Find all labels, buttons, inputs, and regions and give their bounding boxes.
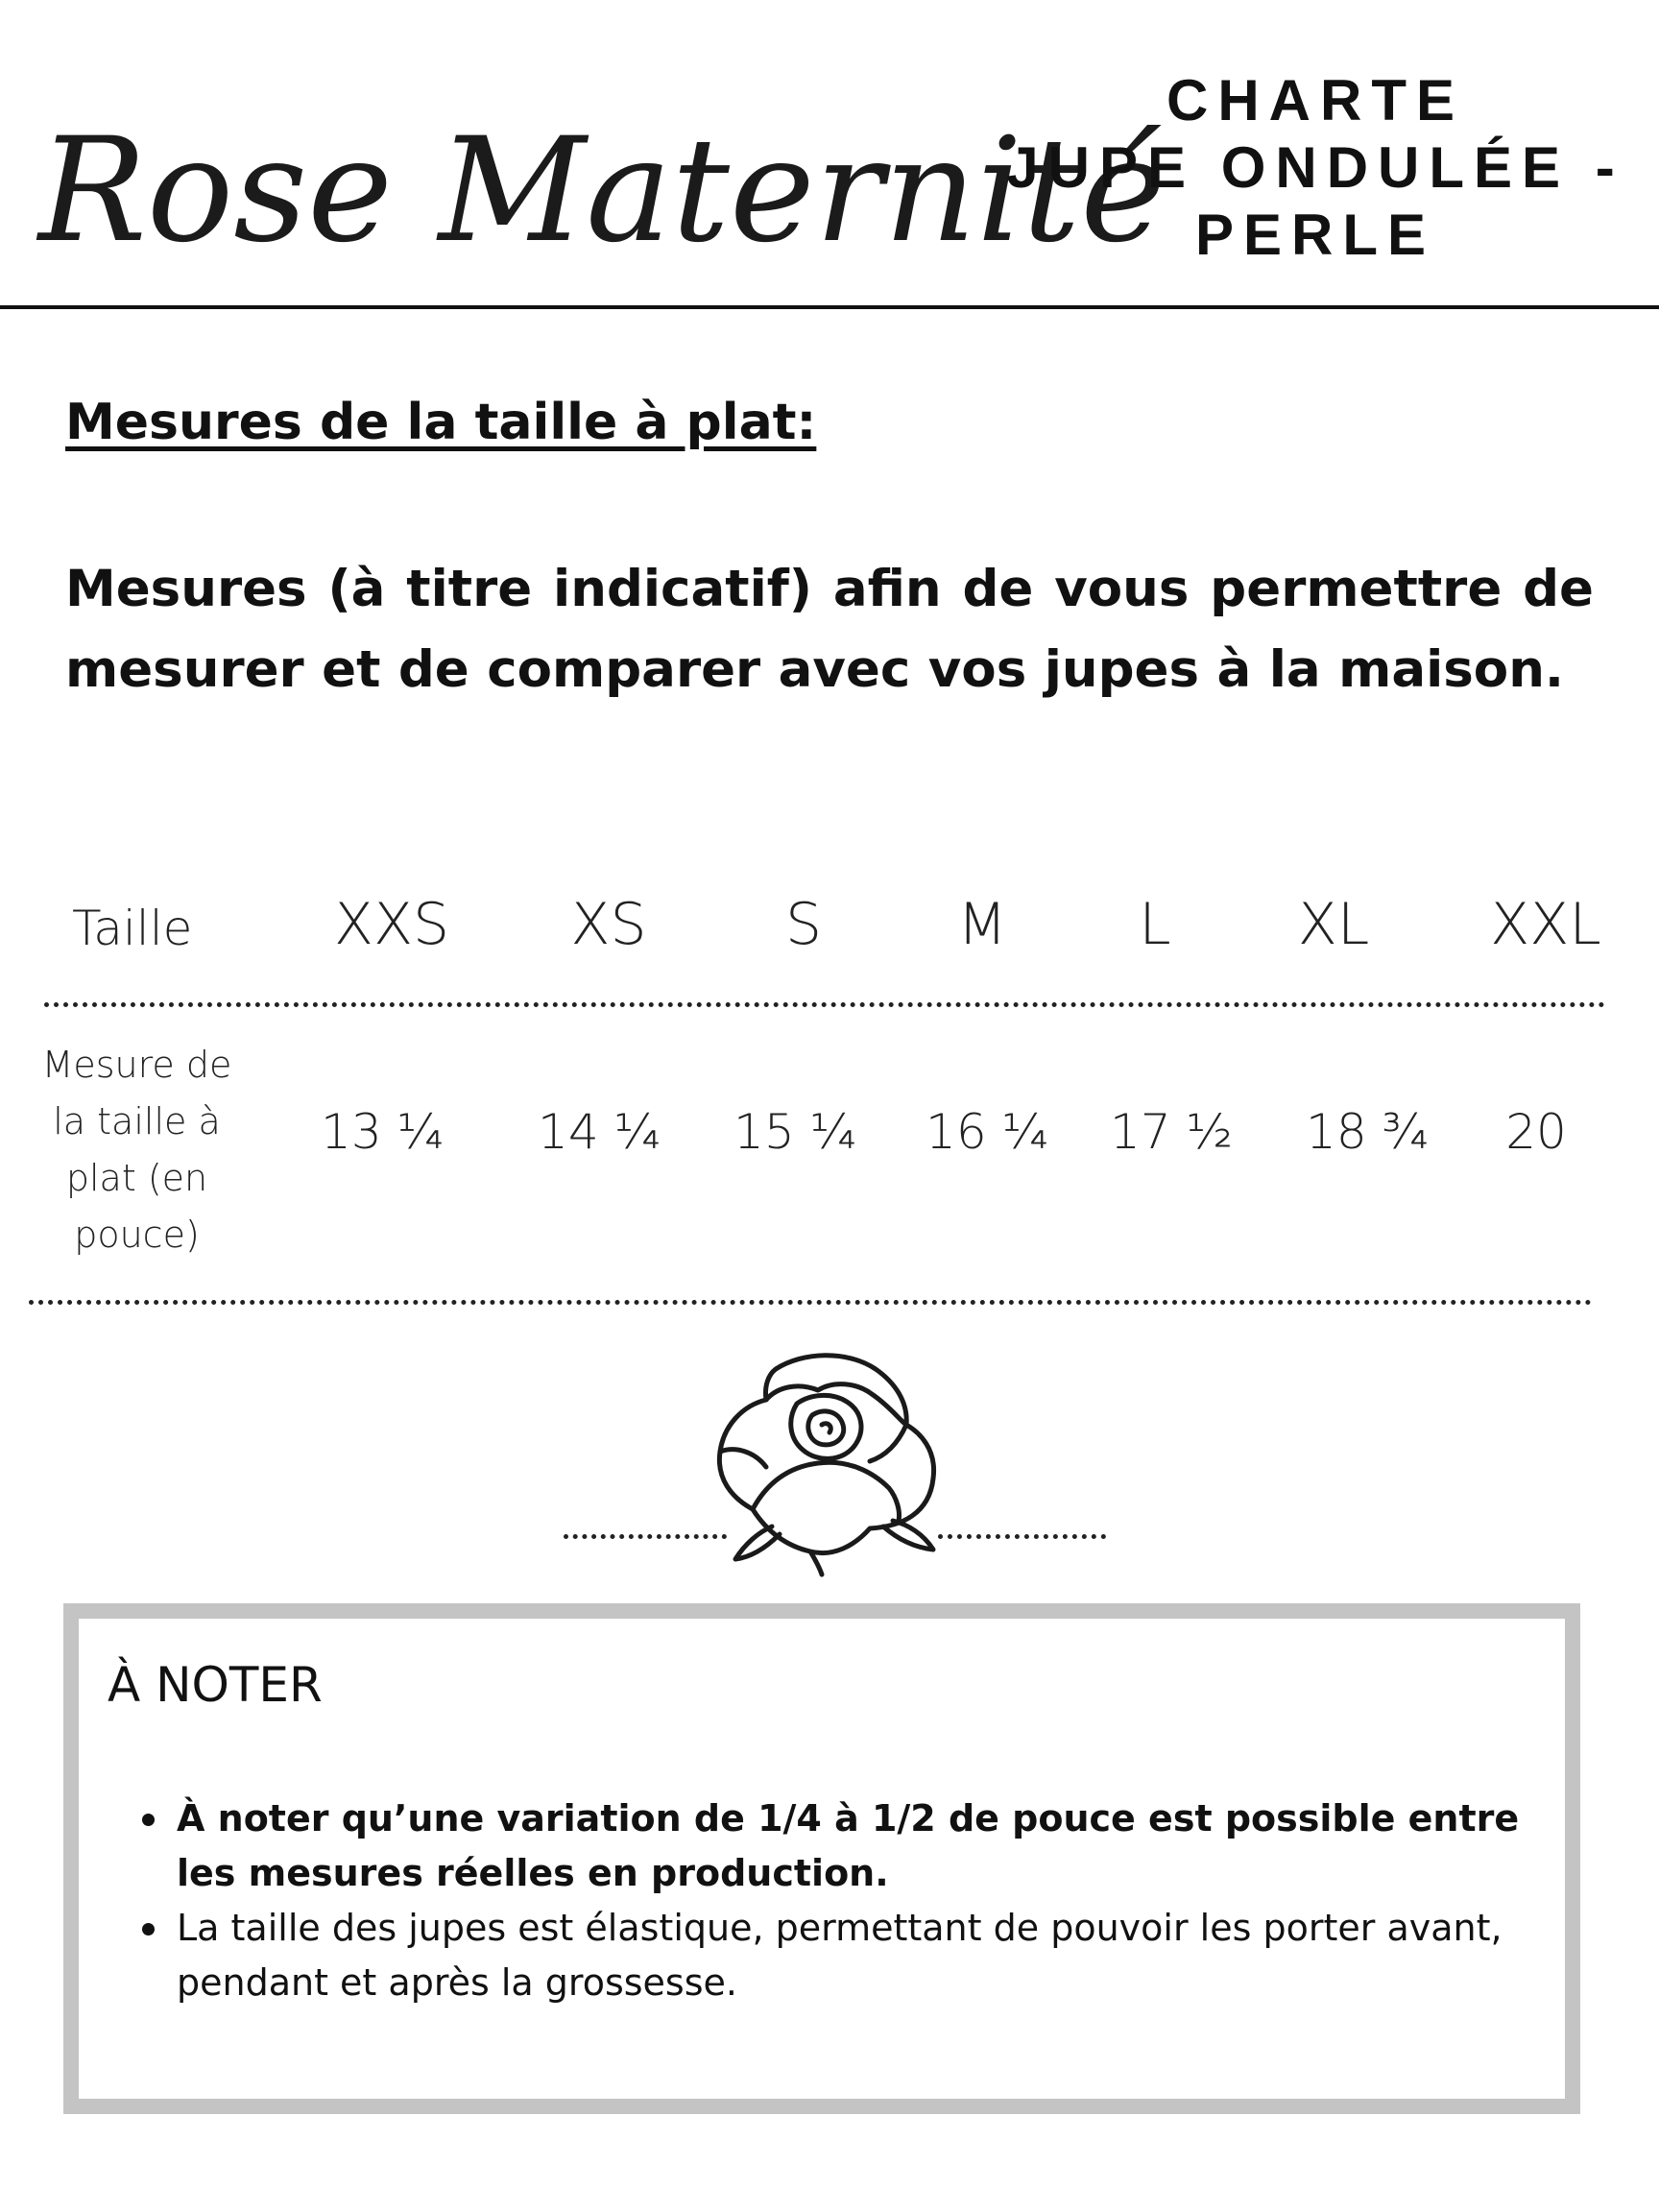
rose-divider-right [938,1534,1106,1539]
chart-title-line: JUPE ONDULÉE - [1006,135,1624,200]
rose-decoration [557,1344,1114,1575]
size-header-m: M [957,891,1007,958]
measure-value-xxs: 13 ¼ [321,1104,444,1160]
brand-logo [38,96,1166,288]
row-label-measure: Mesure de la taille à plat (en pouce) [41,1044,232,1256]
measure-value-l: 17 ½ [1110,1104,1233,1160]
table-divider-top [44,1002,1605,1007]
size-header-xl: XL [1297,891,1370,958]
note-box [63,1603,1580,2114]
size-header-xs: XS [570,891,647,958]
size-header-label: Taille [72,901,193,956]
svg-text:Rose Maternité: Rose Maternité [38,108,1166,275]
measure-value-s: 15 ¼ [733,1104,856,1160]
chart-title [998,67,1632,269]
measure-value-xs: 14 ¼ [538,1104,661,1160]
note-item: À noter qu’une variation de 1/4 à 1/2 de pouce est possible entre les mesures réelles en production. [142,1791,1525,1901]
size-table [0,864,1659,1325]
intro-paragraph: Mesures (à titre indicatif) afin de vous permettre de mesurer et de comparer avec vos jupes à la maison. [65,560,1594,699]
header-divider [0,305,1659,309]
rose-icon [710,1344,960,1575]
rose-divider-left [564,1534,727,1539]
note-item: La taille des jupes est élastique, permettant de pouvoir les porter avant, pendant et après la grossesse. [142,1901,1525,2010]
measure-value-xl: 18 ¾ [1306,1104,1429,1160]
size-header-l: L [1139,891,1171,958]
section-heading: Mesures de la taille à plat: [65,394,817,451]
chart-title-line: CHARTE [1166,68,1464,132]
table-divider-bottom [29,1300,1592,1305]
size-header-s: S [784,891,823,958]
note-title: À NOTER [108,1657,323,1713]
chart-title-line: PERLE [1194,203,1436,267]
size-header-xxl: XXL [1490,891,1601,958]
measure-value-xxl: 20 [1505,1104,1567,1160]
note-list [142,1791,1525,2010]
size-header-xxs: XXS [333,891,450,958]
measure-value-m: 16 ¼ [926,1104,1048,1160]
